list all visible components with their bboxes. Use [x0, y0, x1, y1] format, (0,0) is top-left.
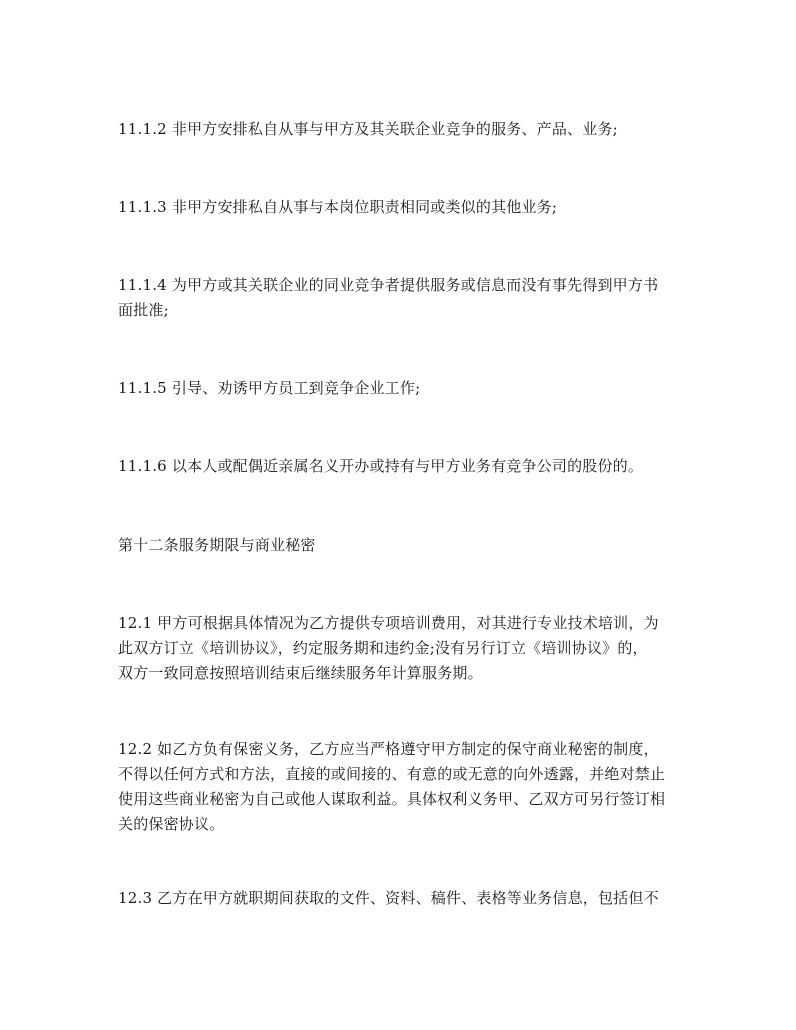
text-line: 11.1.4 为甲方或其关联企业的同业竞争者提供服务或信息而没有事先得到甲方书: [118, 276, 659, 294]
text-line: 12.2 如乙方负有保密义务，乙方应当严格遵守甲方制定的保守商业秘密的制度，: [118, 740, 659, 758]
article-12-heading: [118, 533, 678, 558]
clause-11-1-5: [118, 376, 678, 401]
text-line: 此双方订立《培训协议》，约定服务期和违约金;没有另行订立《培训协议》的，: [118, 639, 648, 657]
text-line: 12.1 甲方可根据具体情况为乙方提供专项培训费用，对其进行专业技术培训，为: [118, 614, 659, 632]
text-line: 关的保密协议。: [118, 815, 225, 833]
text-line: 11.1.5 引导、劝诱甲方员工到竞争企业工作;: [118, 379, 421, 397]
text-line: 面批准;: [118, 301, 169, 319]
text-line: 12.3 乙方在甲方就职期间获取的文件、资料、稿件、表格等业务信息，包括但不: [118, 889, 659, 907]
text-line: 不得以任何方式和方法，直接的或间接的、有意的或无意的向外透露，并绝对禁止: [118, 765, 666, 783]
text-line: 使用这些商业秘密为自己或他人谋取利益。具体权利义务甲、乙双方可另行签订相: [118, 790, 666, 808]
text-line: 11.1.6 以本人或配偶近亲属名义开办或持有与甲方业务有竞争公司的股份的。: [118, 457, 644, 475]
text-line: 双方一致同意按照培训结束后继续服务年计算服务期。: [118, 664, 483, 682]
clause-12-2: [118, 737, 678, 837]
clause-12-1: [118, 611, 678, 686]
clause-11-1-4: [118, 273, 678, 323]
clause-11-1-2: [118, 117, 678, 142]
text-line: 第十二条服务期限与商业秘密: [118, 536, 316, 554]
clause-11-1-3: [118, 195, 678, 220]
clause-11-1-6: [118, 454, 678, 479]
clause-12-3: [118, 886, 678, 911]
text-line: 11.1.2 非甲方安排私自从事与甲方及其关联企业竞争的服务、产品、业务;: [118, 120, 618, 138]
text-line: 11.1.3 非甲方安排私自从事与本岗位职责相同或类似的其他业务;: [118, 198, 558, 216]
